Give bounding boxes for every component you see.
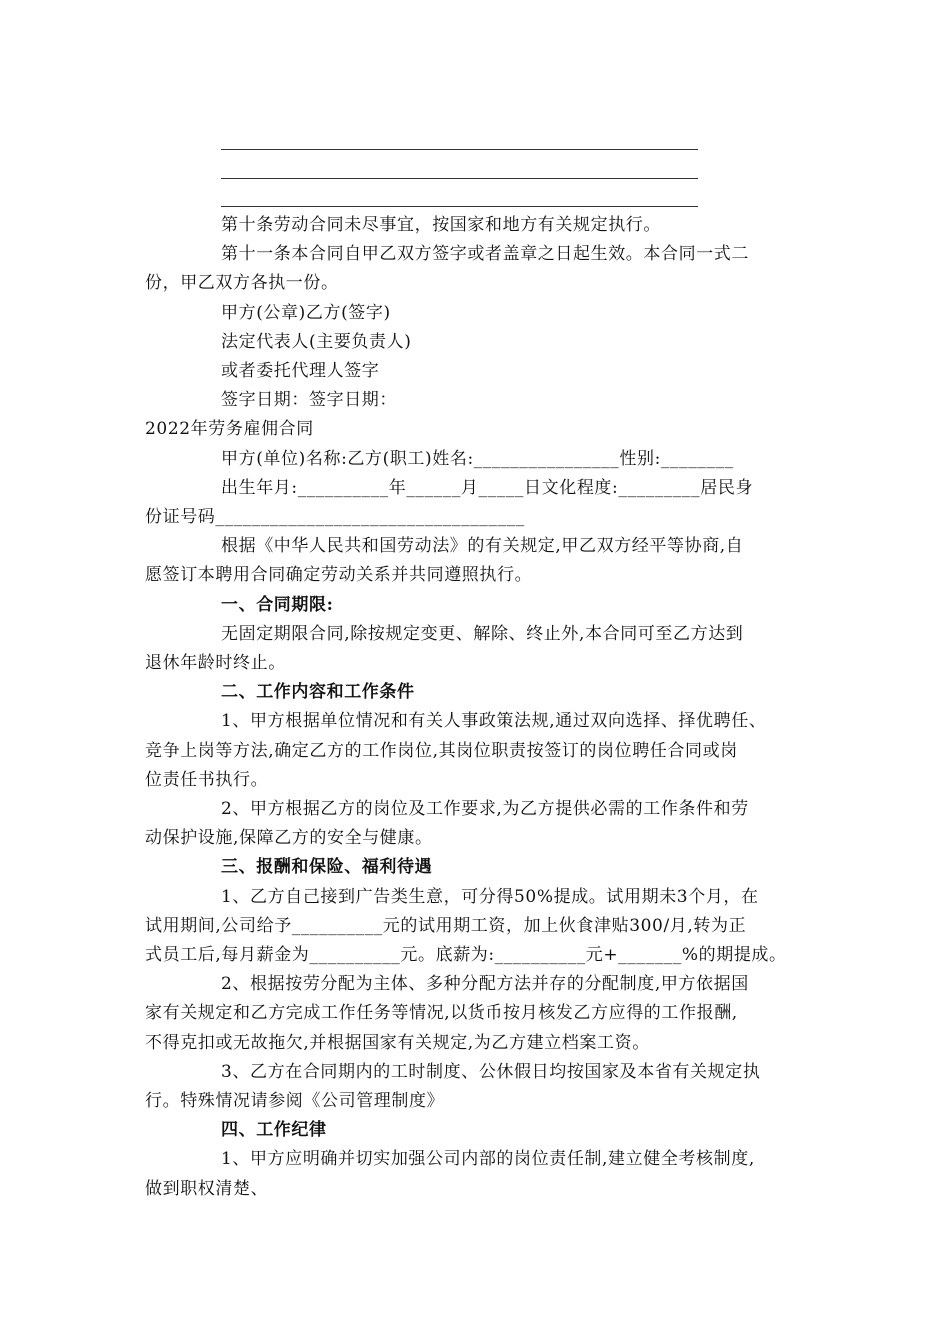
text-line: 2022年劳务雇佣合同	[145, 419, 314, 440]
blank-fill-line	[221, 178, 698, 179]
text-line: 第十一条本合同自甲乙双方签字或者盖章之日起生效。本合同一式二	[221, 244, 749, 265]
section-heading: 二、工作内容和工作条件	[221, 682, 415, 703]
text-line: 3、乙方在合同期内的工时制度、公休假日均按国家及本省有关规定执	[221, 1061, 761, 1082]
text-line: 法定代表人(主要负责人)	[221, 331, 412, 352]
text-line: 愿签订本聘用合同确定劳动关系并共同遵照执行。	[145, 565, 533, 586]
text-line: 退休年龄时终止。	[145, 653, 286, 673]
text-line: 家有关规定和乙方完成工作任务等情况,以货币按月核发乙方应得的工作报酬,	[145, 1003, 738, 1024]
text-line: 出生年月:__________年______月_____日文化程度:_________居民身	[221, 477, 754, 498]
text-line: 2、根据按劳分配为主体、多种分配方法并存的分配制度,甲方依据国	[221, 974, 749, 995]
section-heading: 三、报酬和保险、福利待遇	[221, 857, 433, 878]
text-line: 1、甲方根据单位情况和有关人事政策法规,通过双向选择、择优聘任、	[221, 711, 767, 732]
text-line: 无固定期限合同,除按规定变更、解除、终止外,本合同可至乙方达到	[221, 623, 744, 644]
text-line: 1、乙方自己接到广告类生意，可分得50%提成。试用期未3个月，在	[221, 886, 759, 907]
section-heading: 四、工作纪律	[221, 1120, 327, 1141]
text-line: 甲方(单位)名称:乙方(职工)姓名:________________性别:________	[221, 448, 734, 469]
text-line: 1、甲方应明确并切实加强公司内部的岗位责任制,建立健全考核制度,	[221, 1149, 755, 1170]
text-line: 位责任书执行。	[145, 769, 269, 790]
text-line: 第十条劳动合同未尽事宜，按国家和地方有关规定执行。	[221, 215, 661, 235]
text-line: 试用期间,公司给予__________元的试用期工资，加上伙食津贴300/月,转为正	[145, 915, 747, 936]
text-line: 动保护设施,保障乙方的安全与健康。	[145, 828, 433, 849]
text-line: 甲方(公章)乙方(签字)	[221, 302, 391, 323]
text-line: 式员工后,每月薪金为__________元。底薪为:__________元+_______%的期提成。	[145, 945, 787, 965]
text-line: 不得克扣或无故拖欠,并根据国家有关规定,为乙方建立档案工资。	[145, 1032, 650, 1053]
text-line: 竞争上岗等方法,确定乙方的工作岗位,其岗位职责按签订的岗位聘任合同或岗	[145, 740, 738, 761]
blank-fill-line	[221, 206, 698, 207]
text-line: 行。特殊情况请参阅《公司管理制度》	[145, 1091, 445, 1111]
text-line: 或者委托代理人签字	[221, 361, 380, 381]
text-line: 份证号码__________________________________	[145, 507, 525, 527]
text-line: 2、甲方根据乙方的岗位及工作要求,为乙方提供必需的工作条件和劳	[221, 799, 749, 819]
blank-fill-line	[221, 149, 698, 150]
text-line: 签字日期：签字日期：	[221, 390, 397, 411]
text-line: 做到职权清楚、	[145, 1178, 269, 1199]
section-heading: 一、合同期限:	[221, 594, 334, 615]
text-line: 份，甲乙双方各执一份。	[145, 273, 339, 294]
text-line: 根据《中华人民共和国劳动法》的有关规定,甲乙双方经平等协商,自	[221, 536, 744, 557]
